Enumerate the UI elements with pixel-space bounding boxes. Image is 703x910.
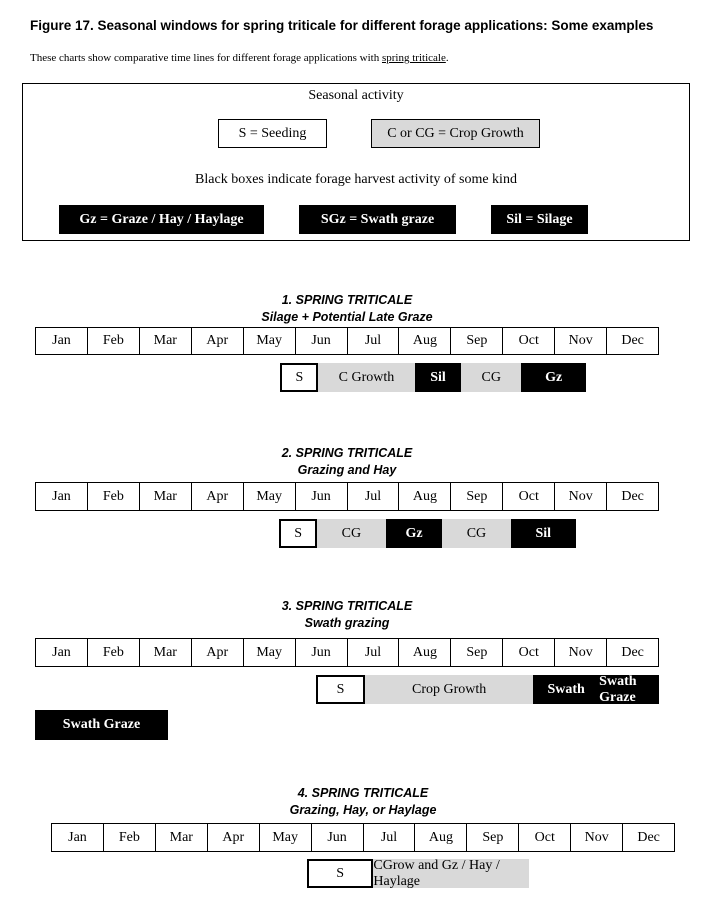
legend-graze: Gz = Graze / Hay / Haylage xyxy=(59,205,264,234)
month-cell-sep: Sep xyxy=(467,824,519,851)
month-cell-jun: Jun xyxy=(296,483,348,510)
month-cell-aug: Aug xyxy=(399,483,451,510)
month-cell-aug: Aug xyxy=(399,639,451,666)
segment-crop-growth: Crop Growth xyxy=(365,675,533,704)
month-cell-aug: Aug xyxy=(415,824,467,851)
month-cell-nov: Nov xyxy=(555,639,607,666)
subtitle-prefix: These charts show comparative time lines for different forage applications with xyxy=(30,52,382,64)
segment-sil: Sil xyxy=(415,363,462,392)
month-cell-apr: Apr xyxy=(192,639,244,666)
month-cell-apr: Apr xyxy=(192,328,244,354)
month-cell-sep: Sep xyxy=(451,639,503,666)
chart-1-month-row xyxy=(35,327,659,355)
segment-swath: Swath xyxy=(533,675,599,704)
chart-3-subtitle: Swath grazing xyxy=(304,616,390,630)
month-cell-mar: Mar xyxy=(156,824,208,851)
month-cell-dec: Dec xyxy=(637,829,660,845)
month-cell-dec: Dec xyxy=(621,333,644,348)
chart-2-month-row xyxy=(35,482,659,511)
chart-3-month-row xyxy=(35,638,659,667)
segment-sil: Sil xyxy=(511,519,576,548)
month-cell-jun: Jun xyxy=(296,639,348,666)
month-cell-oct: Oct xyxy=(503,639,555,666)
month-cell-may: May xyxy=(244,639,296,666)
month-cell-jan: Jan xyxy=(36,483,88,510)
month-cell-jul: Jul xyxy=(348,328,400,354)
month-cell-jan: Jan xyxy=(36,328,88,354)
legend-black-note: Black boxes indicate forage harvest activity of some kind xyxy=(195,172,517,187)
month-cell-may: May xyxy=(244,328,296,354)
month-cell-jul: Jul xyxy=(348,483,400,510)
month-cell-nov: Nov xyxy=(555,483,607,510)
segment-cgrow-and-gz-hay-haylage: CGrow and Gz / Hay / Haylage xyxy=(373,859,529,888)
month-cell-may: May xyxy=(260,824,312,851)
month-cell-feb: Feb xyxy=(88,639,140,666)
legend-silage: Sil = Silage xyxy=(491,205,588,234)
segment-gz: Gz xyxy=(386,519,442,548)
legend-swath: SGz = Swath graze xyxy=(299,205,456,234)
month-cell-nov: Nov xyxy=(555,328,607,354)
month-cell-may: May xyxy=(244,483,296,510)
month-cell-feb: Feb xyxy=(88,483,140,510)
month-cell-oct: Oct xyxy=(503,483,555,510)
chart-2-title: 2. SPRING TRITICALE xyxy=(281,446,413,460)
month-cell-jan: Jan xyxy=(52,824,104,851)
segment-s: S xyxy=(307,859,374,888)
month-cell-sep: Sep xyxy=(451,483,503,510)
chart-3-timeline xyxy=(316,675,659,704)
figure-subtitle xyxy=(30,51,690,65)
chart-4-month-row xyxy=(51,823,675,852)
month-cell-nov: Nov xyxy=(571,824,623,851)
month-cell-aug: Aug xyxy=(399,328,451,354)
month-cell-apr: Apr xyxy=(208,824,260,851)
chart-3-title: 3. SPRING TRITICALE xyxy=(281,599,413,613)
subtitle-suffix: . xyxy=(445,52,449,64)
legend-crop-growth: C or CG = Crop Growth xyxy=(371,119,540,148)
chart-2-timeline xyxy=(279,519,575,548)
month-cell-jun: Jun xyxy=(296,328,348,354)
month-cell-oct: Oct xyxy=(503,328,555,354)
figure-title: Figure 17. Seasonal windows for spring triticale for different forage applications: Some examples xyxy=(30,18,654,33)
month-cell-feb: Feb xyxy=(88,328,140,354)
segment-c-growth: C Growth xyxy=(318,363,414,392)
month-cell-jan: Jan xyxy=(36,639,88,666)
legend-seeding: S = Seeding xyxy=(218,119,327,148)
month-cell-jul: Jul xyxy=(348,639,400,666)
chart-4-subtitle: Grazing, Hay, or Haylage xyxy=(289,803,437,817)
month-cell-mar: Mar xyxy=(140,483,192,510)
segment-s: S xyxy=(280,363,318,392)
month-cell-sep: Sep xyxy=(451,328,503,354)
segment-cg: CG xyxy=(461,363,521,392)
month-cell-dec: Dec xyxy=(621,644,644,660)
segment-s: S xyxy=(279,519,316,548)
month-cell-mar: Mar xyxy=(140,328,192,354)
chart-1-subtitle: Silage + Potential Late Graze xyxy=(261,310,433,324)
chart-1-timeline xyxy=(280,363,586,392)
month-cell-dec: Dec xyxy=(621,488,644,504)
month-cell-apr: Apr xyxy=(192,483,244,510)
chart-2-subtitle: Grazing and Hay xyxy=(297,463,397,477)
month-cell-oct: Oct xyxy=(519,824,571,851)
segment-gz: Gz xyxy=(521,363,586,392)
month-cell-jul: Jul xyxy=(364,824,416,851)
segment-cg: CG xyxy=(317,519,386,548)
month-cell-mar: Mar xyxy=(140,639,192,666)
month-cell-jun: Jun xyxy=(312,824,364,851)
segment-swath-graze: Swath Graze xyxy=(599,675,659,704)
chart-3-overflow-swath-graze: Swath Graze xyxy=(35,710,168,740)
legend-seasonal-heading: Seasonal activity xyxy=(308,88,404,103)
segment-cg: CG xyxy=(442,519,511,548)
month-cell-feb: Feb xyxy=(104,824,156,851)
segment-s: S xyxy=(316,675,365,704)
chart-4-title: 4. SPRING TRITICALE xyxy=(297,786,429,800)
subtitle-link[interactable]: spring triticale xyxy=(381,52,446,64)
chart-1-title: 1. SPRING TRITICALE xyxy=(281,293,413,307)
chart-4-timeline xyxy=(307,859,530,888)
